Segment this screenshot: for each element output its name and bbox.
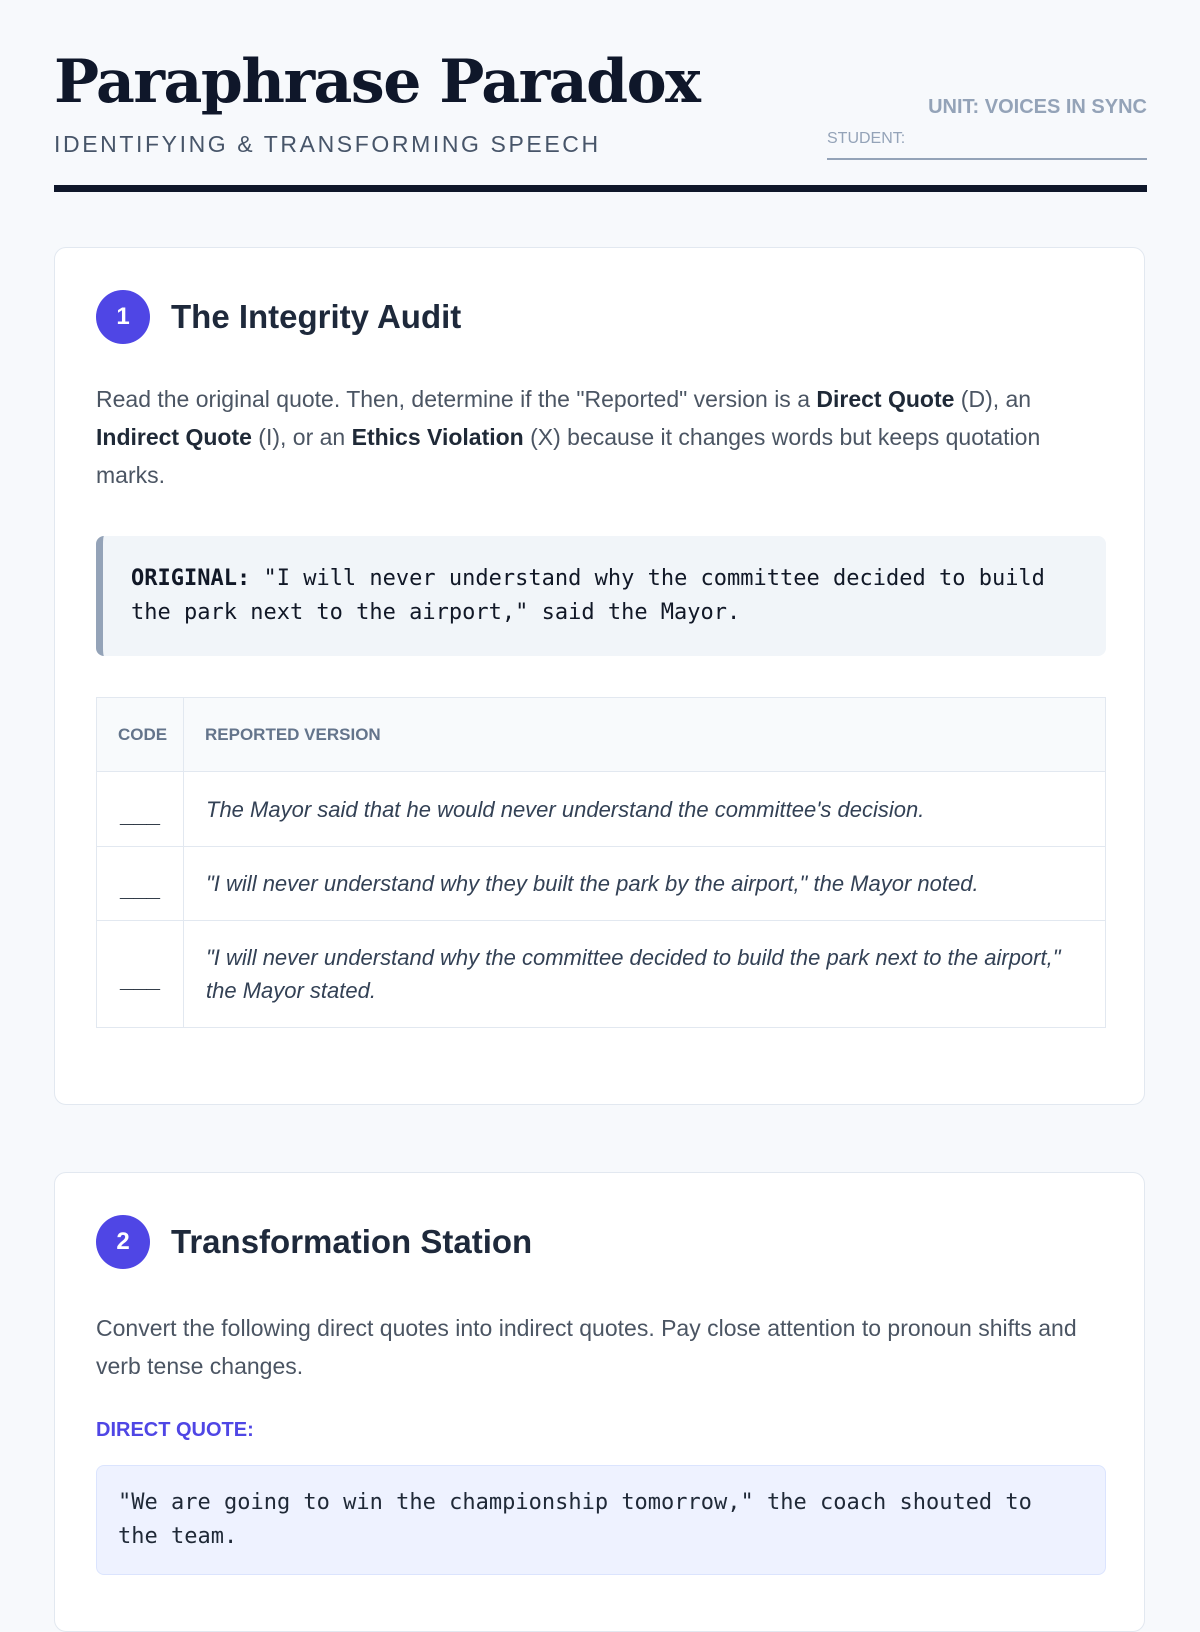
section-number-badge: 1 <box>96 290 150 344</box>
code-answer-blank[interactable]: ___ <box>97 847 184 921</box>
table-row <box>97 921 1106 1028</box>
integrity-audit-section <box>54 247 1145 1105</box>
term-indirect-quote: Indirect Quote <box>96 424 252 450</box>
instructions-text: (X) because it changes words but keeps quotation marks. <box>96 424 1041 488</box>
worksheet-page <box>54 0 1147 1549</box>
original-quote-text: "I will never understand why the committee decided to build the park next to the airport," said the Mayor. <box>131 566 1045 625</box>
student-label: STUDENT: <box>827 130 906 147</box>
unit-label: UNIT: VOICES IN SYNC <box>928 96 1147 118</box>
reported-version-cell: The Mayor said that he would never understand the committee's decision. <box>184 772 1106 847</box>
original-quote-box <box>96 536 1106 656</box>
worksheet-header <box>54 0 1147 195</box>
section-instructions: Convert the following direct quotes into indirect quotes. Pay close attention to pronoun shifts and verb tense changes. <box>96 1315 1077 1379</box>
instructions-text: (I), or an <box>251 424 352 450</box>
audit-table <box>96 697 1106 1028</box>
code-answer-blank[interactable]: ___ <box>97 921 184 1028</box>
code-answer-blank[interactable]: ___ <box>97 772 184 847</box>
transformation-station-section <box>54 1172 1145 1632</box>
section-title: The Integrity Audit <box>171 298 462 335</box>
original-label: ORIGINAL: <box>131 566 251 591</box>
table-row <box>97 772 1106 847</box>
column-header-code: CODE <box>97 698 184 772</box>
section-heading <box>96 290 461 344</box>
column-header-version: REPORTED VERSION <box>184 698 1106 772</box>
term-ethics-violation: Ethics Violation <box>351 424 524 450</box>
direct-quote-label: DIRECT QUOTE: <box>96 1419 254 1441</box>
header-divider <box>54 185 1147 192</box>
reported-version-cell: "I will never understand why they built the park by the airport," the Mayor noted. <box>184 847 1106 921</box>
direct-quote-box: "We are going to win the championship tomorrow," the coach shouted to the team. <box>96 1465 1106 1575</box>
term-direct-quote: Direct Quote <box>816 386 955 412</box>
table-row <box>97 847 1106 921</box>
instructions-text: (D), an <box>954 386 1032 412</box>
section-instructions <box>96 380 1106 494</box>
section-title: Transformation Station <box>171 1223 533 1260</box>
table-header-row <box>97 698 1106 772</box>
page-title: Paraphrase Paradox <box>54 47 700 117</box>
section-number-badge: 2 <box>96 1215 150 1269</box>
instructions-text: Read the original quote. Then, determine if the "Reported" version is a <box>96 386 817 412</box>
page-subtitle: IDENTIFYING & TRANSFORMING SPEECH <box>54 131 601 157</box>
reported-version-cell: "I will never understand why the committee decided to build the park next to the airport," the Mayor stated. <box>184 921 1106 1028</box>
section-heading <box>96 1215 532 1269</box>
student-name-field[interactable] <box>827 128 1147 160</box>
